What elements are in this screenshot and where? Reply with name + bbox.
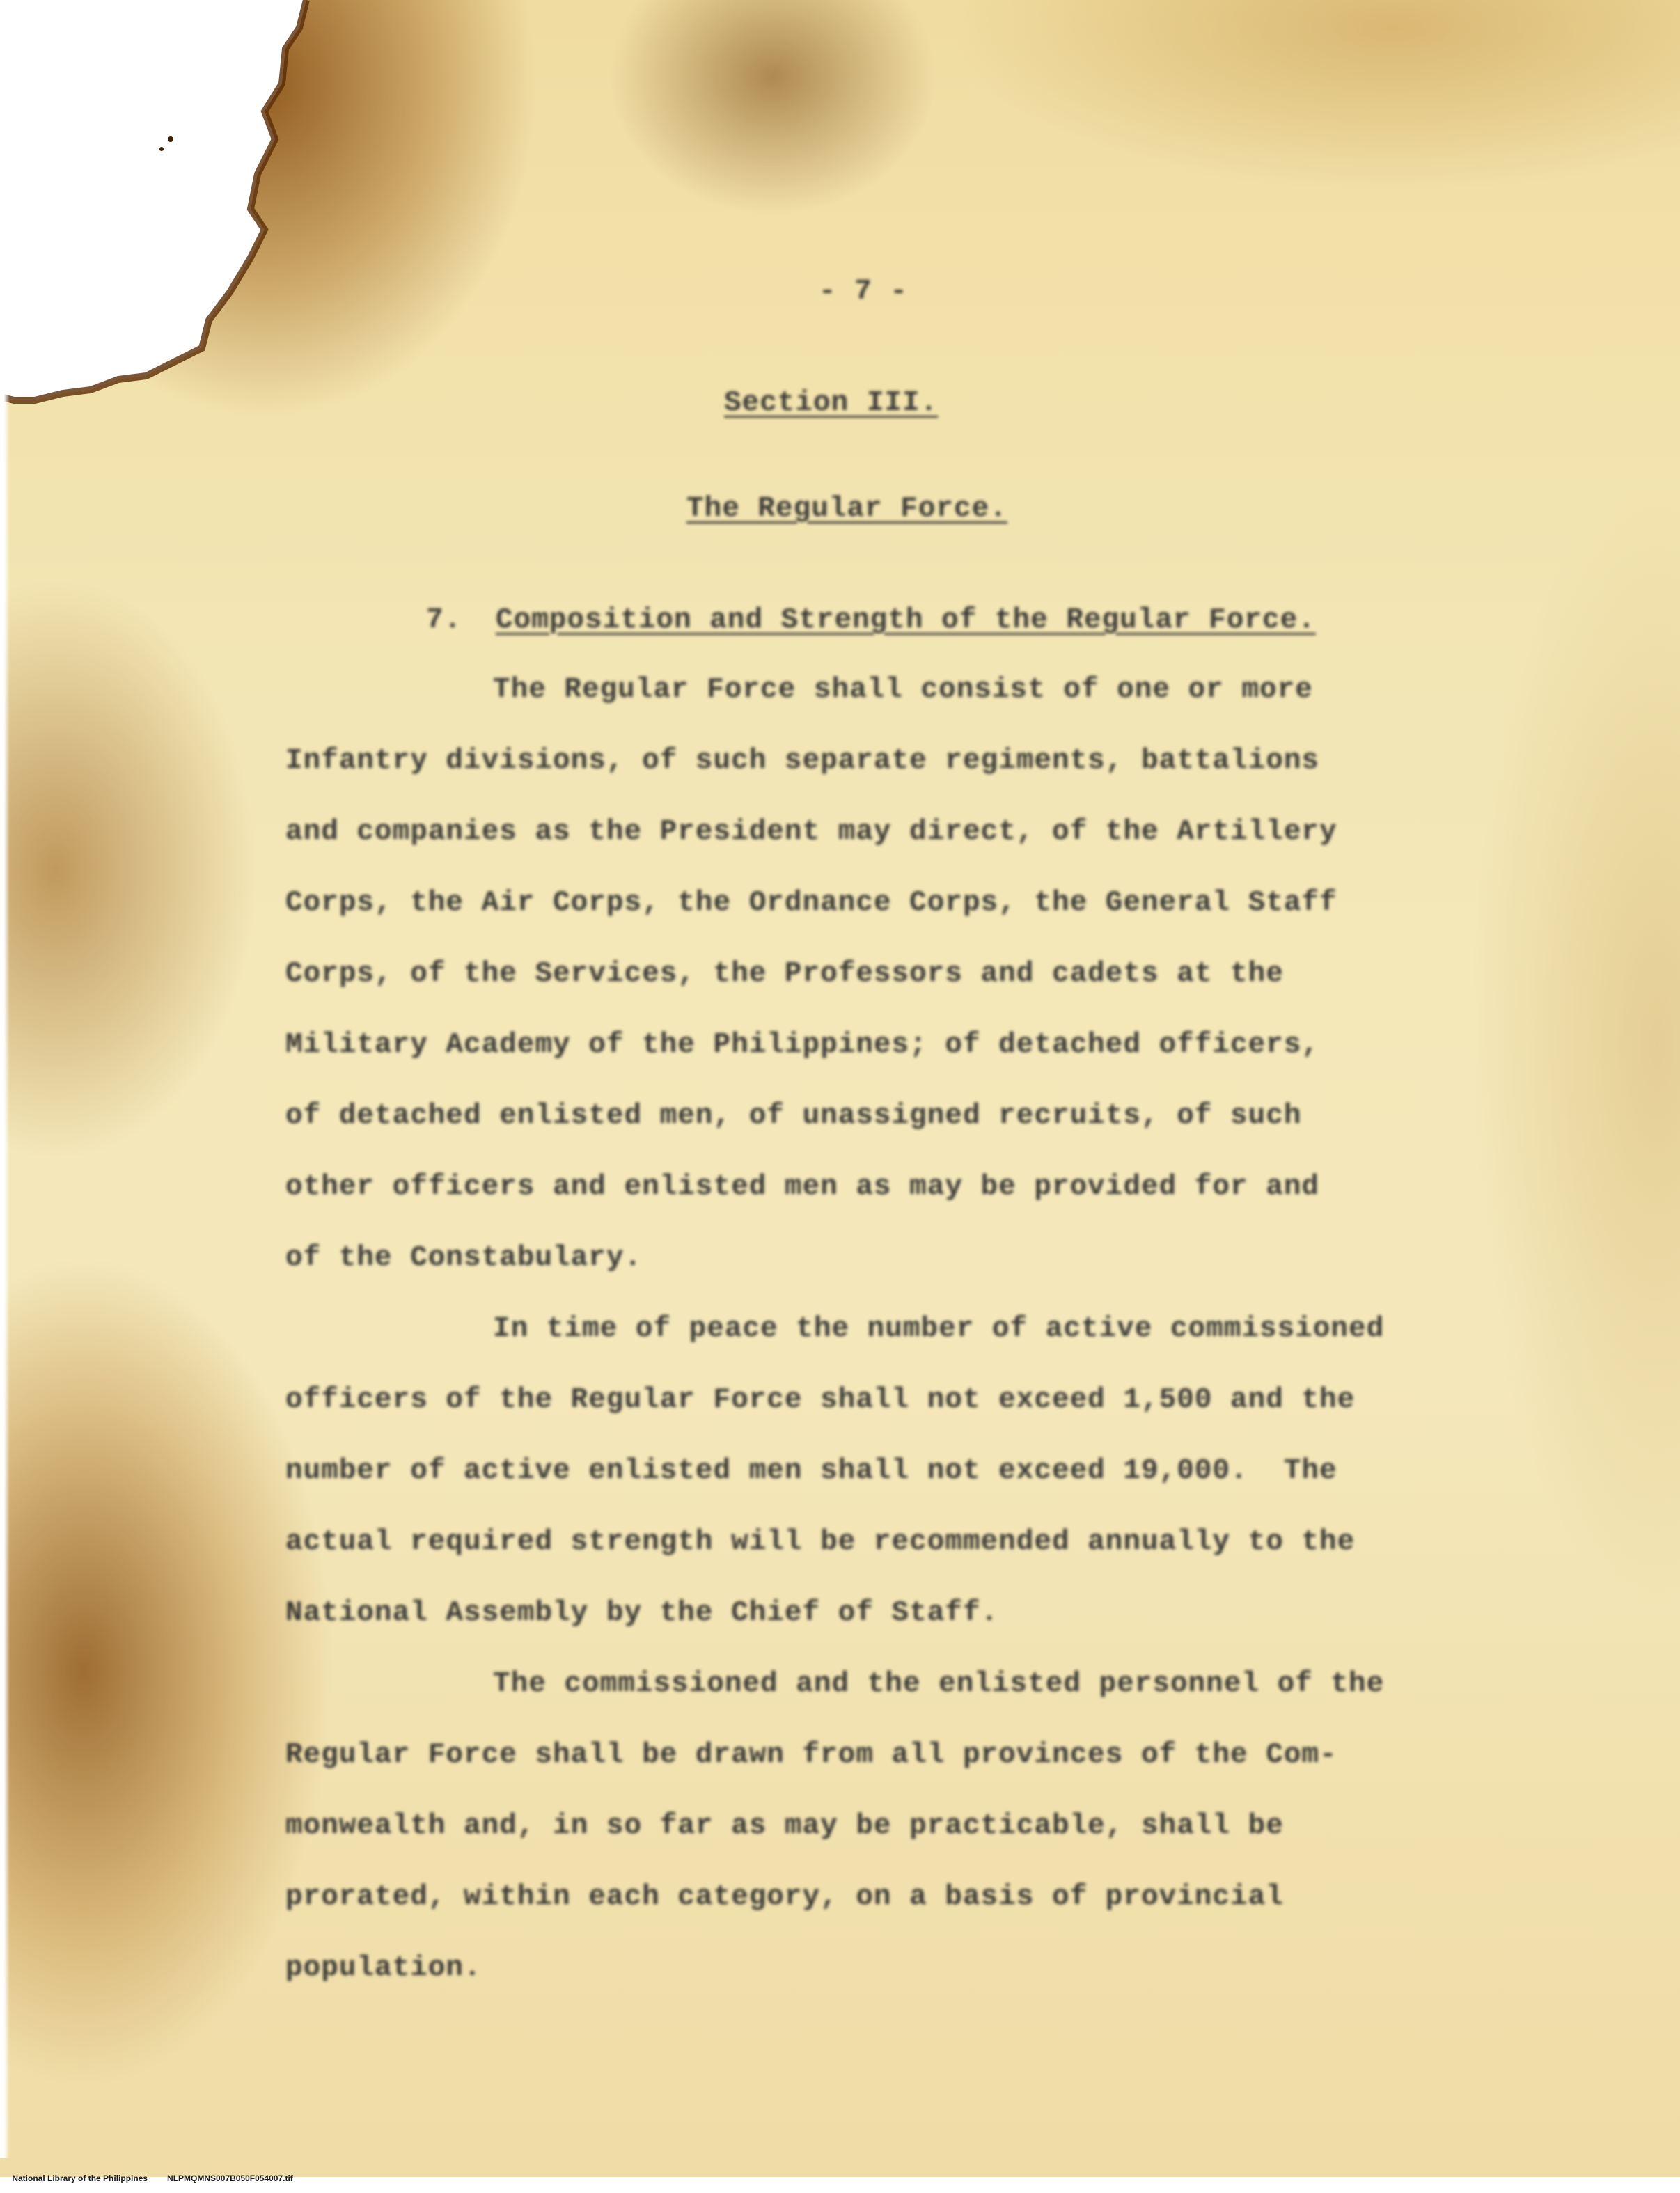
body-line: The Regular Force shall consist of one or more bbox=[493, 674, 1313, 706]
body-line: of the Constabulary. bbox=[285, 1242, 643, 1274]
body-line: Regular Force shall be drawn from all provinces of the Com- bbox=[285, 1739, 1337, 1771]
body-line: Infantry divisions, of such separate regiments, battalions bbox=[285, 745, 1320, 777]
paragraph-heading: Composition and Strength of the Regular Force. bbox=[496, 604, 1316, 636]
body-line: Corps, the Air Corps, the Ordnance Corps, the General Staff bbox=[285, 887, 1337, 919]
body-line: The commissioned and the enlisted personnel of the bbox=[493, 1668, 1385, 1700]
body-line: actual required strength will be recommended annually to the bbox=[285, 1526, 1356, 1558]
body-line: other officers and enlisted men as may be provided for and bbox=[285, 1171, 1320, 1203]
file-id: NLPMQMNS007B050F054007.tif bbox=[167, 2174, 293, 2183]
paragraph-number: 7. bbox=[426, 604, 462, 636]
scan-caption bbox=[3, 2164, 313, 2193]
library-credit: National Library of the Philippines bbox=[12, 2174, 148, 2183]
force-title: The Regular Force. bbox=[686, 493, 1007, 525]
body-line: National Assembly by the Chief of Staff. bbox=[285, 1597, 999, 1629]
page-number: - 7 - bbox=[818, 276, 909, 308]
body-line: Corps, of the Services, the Professors and cadets at the bbox=[285, 958, 1284, 990]
torn-corner bbox=[0, 0, 362, 418]
body-line: population. bbox=[285, 1952, 482, 1984]
body-line: of detached enlisted men, of unassigned recruits, of such bbox=[285, 1100, 1302, 1132]
body-line: prorated, within each category, on a basis of provincial bbox=[285, 1881, 1284, 1913]
body-line: number of active enlisted men shall not exceed 19,000. The bbox=[285, 1455, 1337, 1487]
body-line: monwealth and, in so far as may be practicable, shall be bbox=[285, 1810, 1284, 1842]
body-line: and companies as the President may direct, of the Artillery bbox=[285, 816, 1337, 848]
section-heading: Section III. bbox=[724, 387, 939, 419]
body-line: Military Academy of the Philippines; of detached officers, bbox=[285, 1029, 1320, 1061]
body-line: In time of peace the number of active commissioned bbox=[493, 1313, 1385, 1345]
body-line: officers of the Regular Force shall not exceed 1,500 and the bbox=[285, 1384, 1356, 1416]
left-edge bbox=[0, 390, 10, 2158]
